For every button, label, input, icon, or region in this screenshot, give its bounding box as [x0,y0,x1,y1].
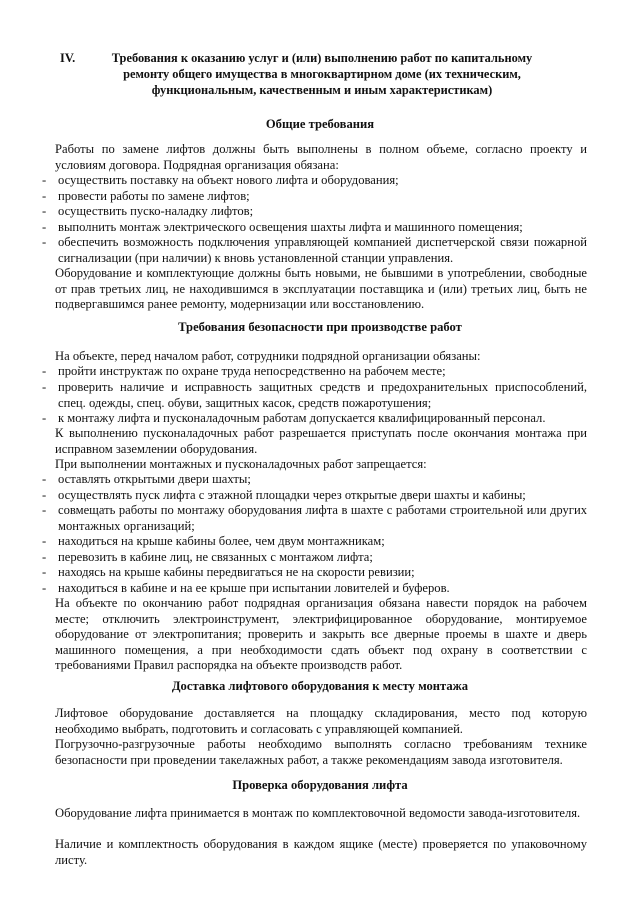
list-item: - пройти инструктаж по охране труда непосредственно на рабочем месте; [42,364,446,378]
heading-delivery: Доставка лифтового оборудования к месту монтажа [171,679,469,693]
paragraph: Оборудование и комплектующие должны быть новыми, не бывшими в употреблении, свободные от прав третьих лиц, не находившимся в эксплуатации поставщика и (или) третьих лиц, быть не подвергавшимся ранее ремонту, модернизации или восстановлению. [55,266,587,312]
paragraph: При выполнении монтажных и пусконаладочных работ запрещается: [55,457,427,471]
list-item: - совмещать работы по монтажу оборудования лифта в шахте с работами строительной или других монтажных организаций; [42,503,587,533]
paragraph: К выполнению пусконаладочных работ разрешается приступать после окончания монтажа при исправном заземлении оборудования. [55,426,587,456]
title-line: ремонту общего имущества в многоквартирном доме (их техническим, [123,67,521,81]
paragraph: Погрузочно-разгрузочные работы необходимо выполнять согласно требованиям технике безопасности при проведении такелажных работ, а также рекомендациям завода изготовителя. [55,737,587,767]
list-item: - находиться на крыше кабины более, чем двум монтажникам; [42,534,385,548]
list-item: - находясь на крыше кабины передвигаться не на скорости ревизии; [42,565,415,579]
paragraph: Оборудование лифта принимается в монтаж по комплектовочной ведомости завода-изготовителя. [55,806,581,820]
paragraph: Работы по замене лифтов должны быть выполнены в полном объеме, согласно проекту и условиям договора. Подрядная организация обязана: [55,142,587,172]
list-item: - осуществить пуско-наладку лифтов; [42,204,254,218]
section-title [62,50,582,98]
list-item: - осуществлять пуск лифта с этажной площадки через открытые двери шахты и кабины; [42,488,526,502]
heading-safety: Требования безопасности при производстве работ [178,320,462,334]
list-item: - оставлять открытыми двери шахты; [42,472,251,486]
heading-general: Общие требования [265,117,375,131]
title-line: функциональным, качественным и иным характеристикам) [151,83,493,97]
list-item: - осуществить поставку на объект нового лифта и оборудования; [42,173,399,187]
list-item: - находиться в кабине и на ее крыше при испытании ловителей и буферов. [42,581,450,595]
title-line: Требования к оказанию услуг и (или) выполнению работ по капитальному [111,51,533,65]
list-item: - обеспечить возможность подключения управляющей компанией диспетчерской связи пожарной сигнализации (при наличии) к вновь установленной станции управления. [42,235,587,265]
paragraph: На объекте, перед началом работ, сотрудники подрядной организации обязаны: [55,349,481,363]
section-number: IV. [60,51,76,65]
paragraph: На объекте по окончанию работ подрядная организация обязана навести порядок на рабочем месте; отключить электроинструмент, электрифицированное оборудование, монтируемое оборудование от электропитания; проверить и закрыть все дверные проемы в шахте и дверь машинного помещения, а при необходимости сдать объект под охрану в соответствии с требованиями Правил распорядка на объекте производств работ. [55,596,587,673]
paragraph: Лифтовое оборудование доставляется на площадку складирования, место под которую необходимо выбрать, подготовить и согласовать с управляющей компанией. [55,706,587,736]
list-item: - провести работы по замене лифтов; [42,189,250,203]
heading-check: Проверка оборудования лифта [232,778,408,792]
list-item: - проверить наличие и исправность защитных средств и предохранительных приспособлений, спец. одежды, спец. обуви, защитных касок, средств пожаротушения; [42,380,587,410]
list-item: - перевозить в кабине лиц, не связанных с монтажом лифта; [42,550,373,564]
list-item: - выполнить монтаж электрического освещения шахты лифта и машинного помещения; [42,220,523,234]
list-item: - к монтажу лифта и пусконаладочным работам допускается квалифицированный персонал. [42,411,546,425]
paragraph: Наличие и комплектность оборудования в каждом ящике (месте) проверяется по упаковочному листу. [55,837,587,867]
